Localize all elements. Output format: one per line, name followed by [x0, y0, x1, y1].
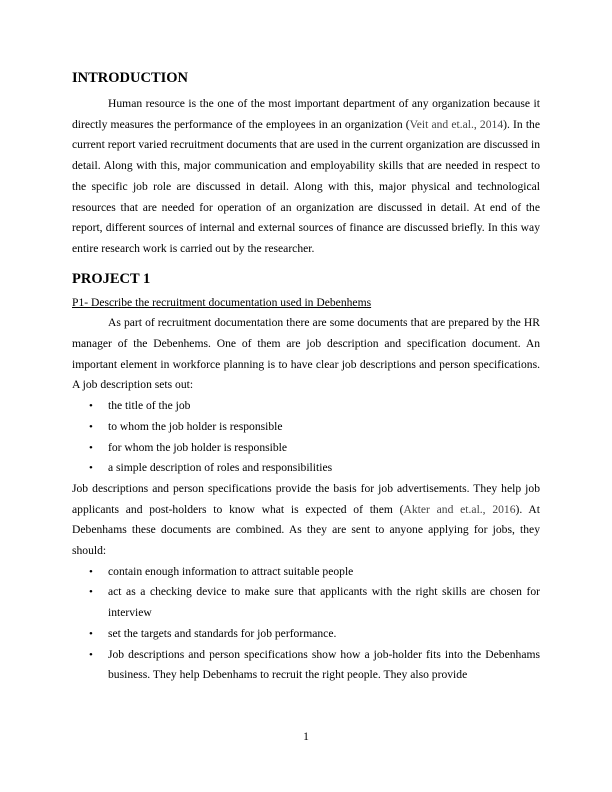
recruitment-paragraph: As part of recruitment documentation there are some documents that are prepared by the HR manager of the Debenhems. One of them are job description and specification document. An important element in workforce planning is to have clear job descriptions and person specifications. A job description sets out: [72, 316, 540, 392]
list-item: • the title of the job [72, 396, 540, 417]
page-number: 1 [303, 730, 309, 743]
list-item: • act as a checking device to make sure that applicants with the right skills are chosen for interview [72, 582, 540, 623]
requirements-list [72, 562, 540, 686]
list-item: • set the targets and standards for job performance. [72, 624, 540, 645]
bullet-icon: • [89, 400, 93, 413]
citation: Veit and et.al., 2014 [409, 117, 504, 131]
bullet-icon: • [89, 441, 93, 454]
citation: Akter and et.al., 2016 [403, 502, 516, 516]
bullet-icon: • [89, 420, 93, 433]
list-item: • for whom the job holder is responsible [72, 438, 540, 459]
bullet-icon: • [89, 565, 93, 578]
bullet-icon: • [89, 627, 93, 640]
list-item: • to whom the job holder is responsible [72, 417, 540, 438]
document-page [72, 70, 540, 686]
introduction-paragraph: Human resource is the one of the most important department of any organization because it directly measures the performance of the employees in an organization (Veit and et.al., 2014). In the current report varied recruitment documents that are used in the current organization are discussed in detail. Along with this, major communication and employability skills that are needed in respect to the specific job role are discussed in detail. Along with this, major physical and technological resources that are needed for operation of an organization are discussed in detail. At end of the report, different sources of internal and external sources of finance are discussed briefly. In this way entire research work is carried out by the researcher. [72, 97, 540, 255]
bullet-icon: • [89, 462, 93, 475]
section-subheading: P1- Describe the recruitment documentation used in Debenhems [72, 295, 372, 309]
list-item: • contain enough information to attract suitable people [72, 562, 540, 583]
introduction-heading: INTRODUCTION [72, 70, 189, 86]
bullet-icon: • [89, 586, 93, 599]
list-item: • Job descriptions and person specifications show how a job-holder fits into the Debenhams business. They help Debenhams to recruit the right people. They also provide [72, 645, 540, 686]
project-1-heading: PROJECT 1 [72, 270, 151, 287]
job-descriptions-paragraph: Job descriptions and person specifications provide the basis for job advertisements. They help job applicants and post-holders to know what is expected of them (Akter and et.al., 2016). At Debenhams these documents are combined. As they are sent to anyone applying for jobs, they should: [72, 481, 540, 558]
bullet-icon: • [89, 648, 93, 661]
list-item: • a simple description of roles and responsibilities [72, 458, 540, 479]
job-description-list [72, 396, 540, 479]
